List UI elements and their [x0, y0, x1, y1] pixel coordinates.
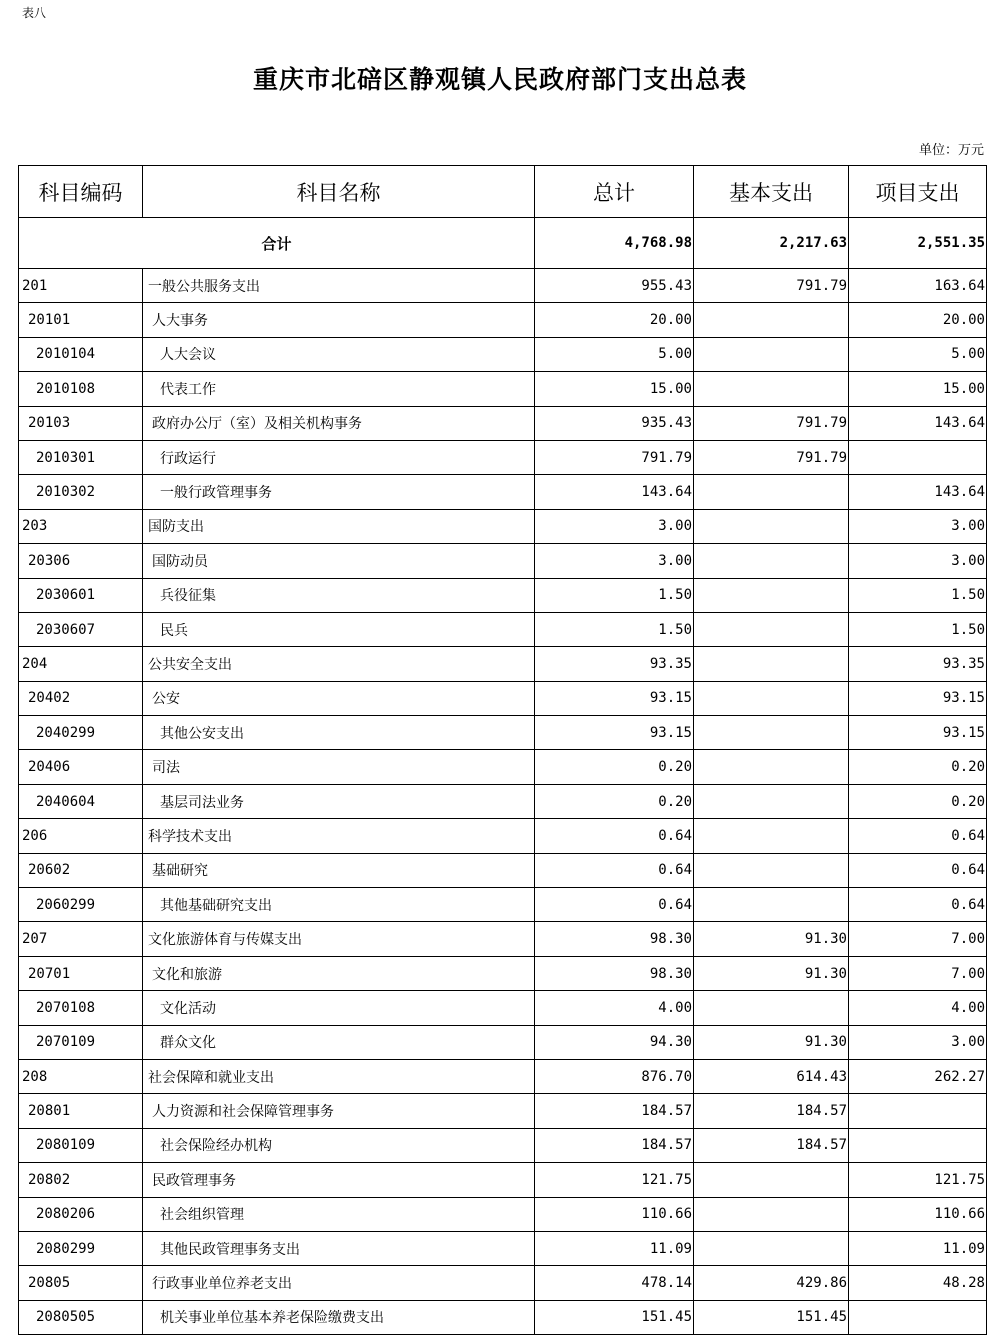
table-row [19, 1231, 987, 1265]
table-row [19, 612, 987, 646]
table-row [19, 888, 987, 922]
row-basic [694, 303, 849, 337]
row-name: 一般行政管理事务 [143, 475, 535, 509]
row-basic [694, 1197, 849, 1231]
row-name: 人大事务 [143, 303, 535, 337]
table-row [19, 819, 987, 853]
row-project: 121.75 [849, 1163, 987, 1197]
total-project: 2,551.35 [849, 218, 987, 269]
row-total: 3.00 [535, 509, 694, 543]
table-row [19, 750, 987, 784]
row-name: 司法 [143, 750, 535, 784]
total-sum: 4,768.98 [535, 218, 694, 269]
row-code: 201 [19, 269, 143, 303]
row-project [849, 1094, 987, 1128]
row-name: 社会保障和就业支出 [143, 1059, 535, 1093]
row-code: 2010108 [19, 372, 143, 406]
row-name: 国防支出 [143, 509, 535, 543]
row-name: 群众文化 [143, 1025, 535, 1059]
row-total: 151.45 [535, 1300, 694, 1334]
header-code: 科目编码 [19, 166, 143, 218]
row-basic: 791.79 [694, 269, 849, 303]
row-name: 人大会议 [143, 337, 535, 371]
row-code: 2080206 [19, 1197, 143, 1231]
row-project: 0.64 [849, 888, 987, 922]
table-row [19, 544, 987, 578]
row-project: 143.64 [849, 475, 987, 509]
row-basic [694, 544, 849, 578]
row-name: 人力资源和社会保障管理事务 [143, 1094, 535, 1128]
row-basic [694, 475, 849, 509]
row-project: 3.00 [849, 1025, 987, 1059]
row-basic: 614.43 [694, 1059, 849, 1093]
row-name: 国防动员 [143, 544, 535, 578]
row-code: 208 [19, 1059, 143, 1093]
row-code: 20306 [19, 544, 143, 578]
row-code: 2040299 [19, 716, 143, 750]
row-name: 基础研究 [143, 853, 535, 887]
row-project: 262.27 [849, 1059, 987, 1093]
page-title: 重庆市北碚区静观镇人民政府部门支出总表 [252, 65, 747, 94]
row-name: 文化和旅游 [143, 956, 535, 990]
row-total: 1.50 [535, 578, 694, 612]
row-total: 935.43 [535, 406, 694, 440]
row-total: 876.70 [535, 1059, 694, 1093]
row-project: 3.00 [849, 509, 987, 543]
header-name: 科目名称 [143, 166, 535, 218]
row-total: 0.20 [535, 750, 694, 784]
table-row [19, 784, 987, 818]
row-total: 791.79 [535, 440, 694, 474]
row-code: 20402 [19, 681, 143, 715]
table-row [19, 269, 987, 303]
row-basic [694, 784, 849, 818]
row-total: 955.43 [535, 269, 694, 303]
row-code: 204 [19, 647, 143, 681]
row-basic [694, 647, 849, 681]
row-basic: 184.57 [694, 1128, 849, 1162]
total-label: 合计 [19, 218, 535, 269]
row-total: 184.57 [535, 1128, 694, 1162]
row-code: 203 [19, 509, 143, 543]
table-row [19, 1163, 987, 1197]
row-name: 基层司法业务 [143, 784, 535, 818]
header-project: 项目支出 [849, 166, 987, 218]
row-project: 1.50 [849, 612, 987, 646]
row-project: 93.15 [849, 681, 987, 715]
header-basic: 基本支出 [694, 166, 849, 218]
table-row [19, 406, 987, 440]
row-name: 其他基础研究支出 [143, 888, 535, 922]
row-code: 20602 [19, 853, 143, 887]
row-project: 3.00 [849, 544, 987, 578]
row-name: 文化活动 [143, 991, 535, 1025]
row-project: 93.35 [849, 647, 987, 681]
row-basic: 91.30 [694, 1025, 849, 1059]
row-code: 2070108 [19, 991, 143, 1025]
row-name: 行政事业单位养老支出 [143, 1266, 535, 1300]
table-row [19, 303, 987, 337]
row-project: 7.00 [849, 922, 987, 956]
row-total: 0.64 [535, 819, 694, 853]
row-total: 0.64 [535, 853, 694, 887]
row-basic [694, 1231, 849, 1265]
row-project: 110.66 [849, 1197, 987, 1231]
row-basic [694, 750, 849, 784]
table-body [19, 218, 987, 1335]
row-code: 20101 [19, 303, 143, 337]
table-row [19, 1094, 987, 1128]
row-basic [694, 612, 849, 646]
row-name: 政府办公厅（室）及相关机构事务 [143, 406, 535, 440]
table-row [19, 922, 987, 956]
unit-label: 单位：万元 [918, 143, 984, 158]
row-total: 110.66 [535, 1197, 694, 1231]
row-name: 民政管理事务 [143, 1163, 535, 1197]
row-project: 93.15 [849, 716, 987, 750]
row-name: 公安 [143, 681, 535, 715]
row-project: 143.64 [849, 406, 987, 440]
row-project: 7.00 [849, 956, 987, 990]
row-code: 2010302 [19, 475, 143, 509]
table-row [19, 647, 987, 681]
row-code: 2080109 [19, 1128, 143, 1162]
row-name: 其他民政管理事务支出 [143, 1231, 535, 1265]
row-total: 1.50 [535, 612, 694, 646]
row-name: 科学技术支出 [143, 819, 535, 853]
row-project: 0.20 [849, 784, 987, 818]
row-name: 一般公共服务支出 [143, 269, 535, 303]
row-basic [694, 716, 849, 750]
row-total: 93.35 [535, 647, 694, 681]
row-basic [694, 819, 849, 853]
row-total: 93.15 [535, 681, 694, 715]
row-name: 行政运行 [143, 440, 535, 474]
row-basic: 91.30 [694, 922, 849, 956]
row-project: 0.64 [849, 853, 987, 887]
row-project [849, 440, 987, 474]
total-basic: 2,217.63 [694, 218, 849, 269]
row-code: 2060299 [19, 888, 143, 922]
row-code: 20406 [19, 750, 143, 784]
row-basic [694, 681, 849, 715]
table-row [19, 372, 987, 406]
table-row [19, 681, 987, 715]
row-total: 143.64 [535, 475, 694, 509]
row-project: 4.00 [849, 991, 987, 1025]
row-basic [694, 337, 849, 371]
row-basic: 91.30 [694, 956, 849, 990]
row-basic: 151.45 [694, 1300, 849, 1334]
row-project [849, 1128, 987, 1162]
row-code: 2030607 [19, 612, 143, 646]
row-project: 11.09 [849, 1231, 987, 1265]
row-name: 兵役征集 [143, 578, 535, 612]
table-row [19, 578, 987, 612]
table-row [19, 1300, 987, 1334]
row-code: 2010301 [19, 440, 143, 474]
row-name: 民兵 [143, 612, 535, 646]
row-project: 0.20 [849, 750, 987, 784]
row-project: 15.00 [849, 372, 987, 406]
row-basic: 791.79 [694, 406, 849, 440]
row-project: 0.64 [849, 819, 987, 853]
row-basic [694, 991, 849, 1025]
row-code: 2070109 [19, 1025, 143, 1059]
row-project: 20.00 [849, 303, 987, 337]
header-total: 总计 [535, 166, 694, 218]
table-header-row [19, 166, 987, 218]
row-code: 2010104 [19, 337, 143, 371]
table-row [19, 1128, 987, 1162]
row-project [849, 1300, 987, 1334]
row-basic: 791.79 [694, 440, 849, 474]
row-code: 20805 [19, 1266, 143, 1300]
row-total: 98.30 [535, 922, 694, 956]
row-total: 11.09 [535, 1231, 694, 1265]
row-basic [694, 578, 849, 612]
row-total: 4.00 [535, 991, 694, 1025]
row-basic [694, 372, 849, 406]
row-name: 社会保险经办机构 [143, 1128, 535, 1162]
row-code: 20802 [19, 1163, 143, 1197]
row-total: 184.57 [535, 1094, 694, 1128]
table-row [19, 1059, 987, 1093]
row-code: 2080505 [19, 1300, 143, 1334]
table-row [19, 440, 987, 474]
row-project: 5.00 [849, 337, 987, 371]
row-total: 93.15 [535, 716, 694, 750]
row-total: 5.00 [535, 337, 694, 371]
row-code: 20701 [19, 956, 143, 990]
row-basic: 184.57 [694, 1094, 849, 1128]
row-total: 0.64 [535, 888, 694, 922]
table-row [19, 475, 987, 509]
row-name: 代表工作 [143, 372, 535, 406]
row-code: 20103 [19, 406, 143, 440]
row-code: 2040604 [19, 784, 143, 818]
row-basic [694, 1163, 849, 1197]
row-code: 2030601 [19, 578, 143, 612]
row-name: 文化旅游体育与传媒支出 [143, 922, 535, 956]
total-row [19, 218, 987, 269]
row-total: 121.75 [535, 1163, 694, 1197]
row-total: 15.00 [535, 372, 694, 406]
row-total: 20.00 [535, 303, 694, 337]
row-code: 2080299 [19, 1231, 143, 1265]
row-name: 公共安全支出 [143, 647, 535, 681]
table-row [19, 853, 987, 887]
row-total: 478.14 [535, 1266, 694, 1300]
row-basic [694, 509, 849, 543]
row-project: 163.64 [849, 269, 987, 303]
row-total: 94.30 [535, 1025, 694, 1059]
table-row [19, 1025, 987, 1059]
row-basic: 429.86 [694, 1266, 849, 1300]
row-code: 20801 [19, 1094, 143, 1128]
row-total: 98.30 [535, 956, 694, 990]
table-number-tag: 表八 [22, 6, 47, 20]
row-code: 207 [19, 922, 143, 956]
table-row [19, 956, 987, 990]
row-project: 48.28 [849, 1266, 987, 1300]
row-basic [694, 853, 849, 887]
row-total: 0.20 [535, 784, 694, 818]
table-row [19, 716, 987, 750]
table-row [19, 1197, 987, 1231]
row-basic [694, 888, 849, 922]
table-row [19, 1266, 987, 1300]
row-code: 206 [19, 819, 143, 853]
expenditure-table [18, 165, 987, 1335]
row-name: 社会组织管理 [143, 1197, 535, 1231]
table-row [19, 337, 987, 371]
row-name: 机关事业单位基本养老保险缴费支出 [143, 1300, 535, 1334]
row-project: 1.50 [849, 578, 987, 612]
table-row [19, 991, 987, 1025]
table-row [19, 509, 987, 543]
row-total: 3.00 [535, 544, 694, 578]
row-name: 其他公安支出 [143, 716, 535, 750]
